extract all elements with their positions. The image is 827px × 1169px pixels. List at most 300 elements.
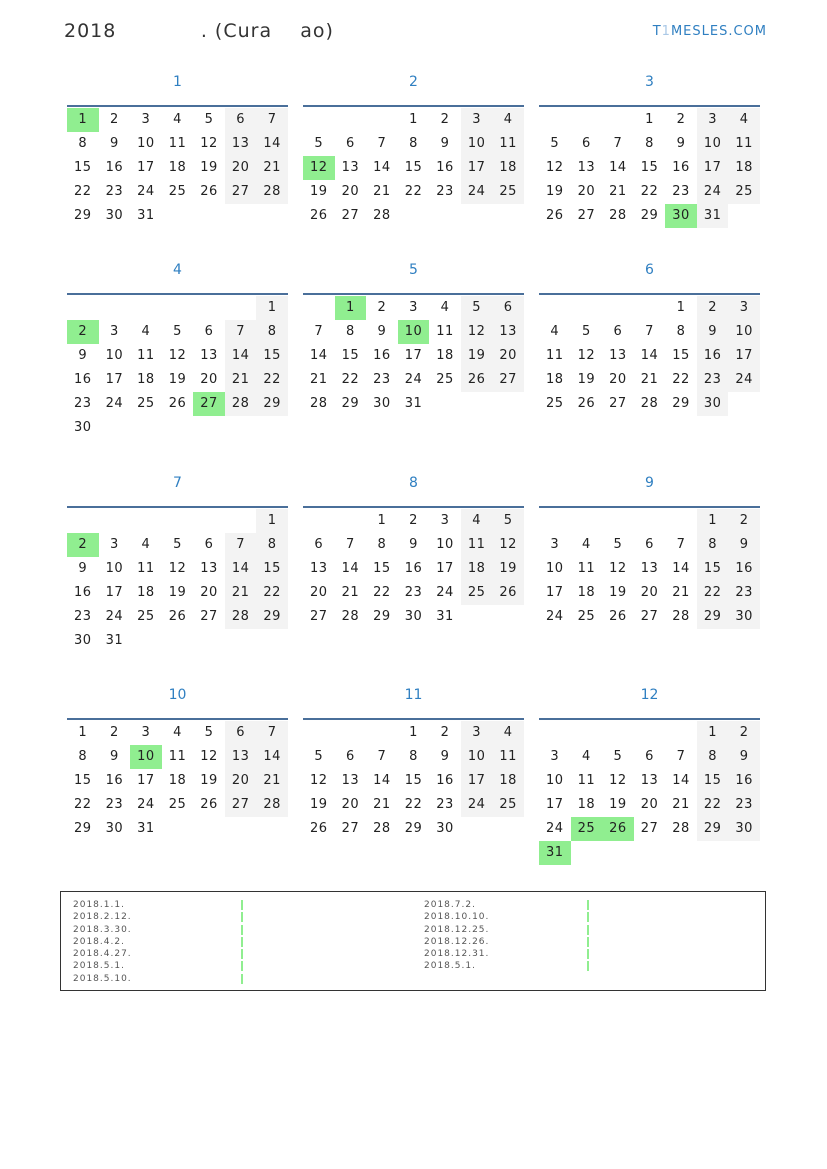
day-cell[interactable]: 10 [105,561,124,576]
day-cell[interactable]: 18 [168,773,187,788]
day-cell[interactable]: 4 [173,112,182,127]
day-cell[interactable]: 7 [225,533,257,557]
day-cell[interactable]: 22 [373,585,391,600]
day-cell[interactable]: 22 [640,184,659,199]
day-cell[interactable]: 2 [409,513,418,528]
day-cell[interactable]: 21 [341,585,360,600]
day-cell[interactable]: 21 [672,797,690,812]
day-cell[interactable]: 8 [676,324,686,339]
day-cell[interactable]: 18 [436,348,454,363]
day-cell[interactable]: 16 [436,160,454,175]
day-cell[interactable]: 16 [697,344,729,368]
day-cell[interactable]: 13 [609,348,627,363]
day-cell[interactable]: 24 [728,368,760,392]
day-cell[interactable]: 20 [492,344,524,368]
day-cell[interactable]: 4 [461,509,493,533]
day-cell[interactable]: 17 [436,561,454,576]
day-cell[interactable]: 6 [345,749,355,764]
day-cell[interactable]: 23 [436,184,454,199]
day-cell[interactable]: 3 [550,537,560,552]
day-cell[interactable]: 29 [74,208,92,223]
day-cell[interactable]: 19 [310,184,328,199]
day-cell[interactable]: 13 [225,745,257,769]
day-cell[interactable]: 27 [492,368,524,392]
day-cell[interactable]: 30 [373,396,391,411]
day-cell[interactable]: 29 [74,821,92,836]
day-cell[interactable]: 8 [345,324,355,339]
day-cell[interactable]: 5 [204,725,214,740]
day-cell[interactable]: 5 [314,136,324,151]
day-cell[interactable]: 5 [492,509,524,533]
day-cell[interactable]: 11 [137,561,155,576]
day-cell[interactable]: 28 [373,821,391,836]
day-cell[interactable]: 31 [105,633,124,648]
day-cell[interactable]: 23 [436,797,454,812]
holiday-day-cell[interactable]: 2 [67,320,99,344]
day-cell[interactable]: 23 [404,585,423,600]
day-cell[interactable]: 15 [341,348,360,363]
day-cell[interactable]: 30 [74,633,92,648]
day-cell[interactable]: 20 [200,585,218,600]
day-cell[interactable]: 24 [404,372,423,387]
day-cell[interactable]: 6 [492,296,524,320]
day-cell[interactable]: 23 [105,184,124,199]
day-cell[interactable]: 29 [341,396,360,411]
holiday-day-cell[interactable]: 1 [335,296,367,320]
day-cell[interactable]: 1 [409,112,418,127]
day-cell[interactable]: 3 [461,721,493,745]
day-cell[interactable]: 21 [640,372,659,387]
day-cell[interactable]: 21 [225,581,257,605]
day-cell[interactable]: 25 [728,180,760,204]
day-cell[interactable]: 19 [546,184,564,199]
day-cell[interactable]: 7 [345,537,355,552]
day-cell[interactable]: 8 [78,136,88,151]
day-cell[interactable]: 17 [461,156,493,180]
day-cell[interactable]: 19 [461,344,493,368]
day-cell[interactable]: 21 [373,184,391,199]
day-cell[interactable]: 2 [440,725,450,740]
day-cell[interactable]: 8 [697,533,729,557]
day-cell[interactable]: 17 [546,585,564,600]
day-cell[interactable]: 3 [697,108,729,132]
day-cell[interactable]: 1 [256,296,288,320]
day-cell[interactable]: 20 [609,372,627,387]
day-cell[interactable]: 18 [577,585,596,600]
day-cell[interactable]: 1 [377,513,387,528]
day-cell[interactable]: 12 [577,348,596,363]
day-cell[interactable]: 2 [109,112,119,127]
day-cell[interactable]: 19 [200,773,218,788]
day-cell[interactable]: 19 [168,372,187,387]
day-cell[interactable]: 2 [109,725,119,740]
day-cell[interactable]: 20 [341,184,360,199]
day-cell[interactable]: 8 [377,537,387,552]
day-cell[interactable]: 28 [672,821,690,836]
day-cell[interactable]: 24 [105,396,124,411]
day-cell[interactable]: 16 [728,769,760,793]
day-cell[interactable]: 13 [341,773,360,788]
day-cell[interactable]: 18 [137,372,155,387]
day-cell[interactable]: 24 [105,609,124,624]
day-cell[interactable]: 28 [373,208,391,223]
day-cell[interactable]: 12 [609,561,627,576]
day-cell[interactable]: 15 [404,773,423,788]
day-cell[interactable]: 15 [74,773,92,788]
day-cell[interactable]: 18 [546,372,564,387]
day-cell[interactable]: 17 [137,773,155,788]
day-cell[interactable]: 5 [581,324,591,339]
day-cell[interactable]: 5 [314,749,324,764]
day-cell[interactable]: 18 [137,585,155,600]
day-cell[interactable]: 26 [200,797,218,812]
day-cell[interactable]: 14 [341,561,360,576]
day-cell[interactable]: 17 [461,769,493,793]
day-cell[interactable]: 7 [377,136,387,151]
day-cell[interactable]: 18 [728,156,760,180]
day-cell[interactable]: 20 [200,372,218,387]
day-cell[interactable]: 9 [440,136,450,151]
day-cell[interactable]: 16 [105,773,124,788]
day-cell[interactable]: 27 [640,821,659,836]
day-cell[interactable]: 10 [461,132,493,156]
day-cell[interactable]: 22 [697,581,729,605]
day-cell[interactable]: 11 [436,324,454,339]
day-cell[interactable]: 6 [645,749,654,764]
day-cell[interactable]: 27 [341,208,360,223]
day-cell[interactable]: 30 [404,609,423,624]
day-cell[interactable]: 4 [728,108,760,132]
day-cell[interactable]: 26 [168,609,187,624]
day-cell[interactable]: 20 [341,797,360,812]
day-cell[interactable]: 26 [546,208,564,223]
day-cell[interactable]: 27 [225,180,257,204]
day-cell[interactable]: 7 [377,749,387,764]
day-cell[interactable]: 14 [256,745,288,769]
day-cell[interactable]: 21 [256,769,288,793]
holiday-day-cell[interactable]: 30 [665,204,697,228]
day-cell[interactable]: 14 [672,561,690,576]
day-cell[interactable]: 20 [225,156,257,180]
day-cell[interactable]: 6 [645,537,654,552]
day-cell[interactable]: 13 [640,561,659,576]
day-cell[interactable]: 1 [676,300,686,315]
day-cell[interactable]: 5 [613,537,623,552]
day-cell[interactable]: 30 [697,392,729,416]
day-cell[interactable]: 11 [492,132,524,156]
day-cell[interactable]: 31 [137,208,155,223]
day-cell[interactable]: 8 [256,320,288,344]
day-cell[interactable]: 11 [168,749,187,764]
day-cell[interactable]: 8 [256,533,288,557]
day-cell[interactable]: 8 [645,136,654,151]
day-cell[interactable]: 9 [409,537,418,552]
day-cell[interactable]: 26 [168,396,187,411]
day-cell[interactable]: 6 [581,136,591,151]
day-cell[interactable]: 9 [78,561,88,576]
day-cell[interactable]: 11 [492,745,524,769]
day-cell[interactable]: 28 [640,396,659,411]
day-cell[interactable]: 27 [200,609,218,624]
day-cell[interactable]: 14 [672,773,690,788]
day-cell[interactable]: 12 [461,320,493,344]
day-cell[interactable]: 27 [577,208,596,223]
day-cell[interactable]: 11 [461,533,493,557]
day-cell[interactable]: 22 [672,372,690,387]
day-cell[interactable]: 8 [78,749,88,764]
day-cell[interactable]: 27 [310,609,328,624]
day-cell[interactable]: 10 [728,320,760,344]
day-cell[interactable]: 13 [341,160,360,175]
day-cell[interactable]: 24 [697,180,729,204]
day-cell[interactable]: 26 [609,609,627,624]
day-cell[interactable]: 4 [440,300,450,315]
day-cell[interactable]: 15 [640,160,659,175]
day-cell[interactable]: 6 [314,537,324,552]
day-cell[interactable]: 15 [74,160,92,175]
day-cell[interactable]: 15 [697,769,729,793]
day-cell[interactable]: 26 [310,821,328,836]
day-cell[interactable]: 2 [440,112,450,127]
day-cell[interactable]: 7 [676,749,686,764]
day-cell[interactable]: 4 [581,749,591,764]
day-cell[interactable]: 22 [404,184,423,199]
day-cell[interactable]: 25 [137,396,155,411]
day-cell[interactable]: 10 [546,773,564,788]
day-cell[interactable]: 20 [640,585,659,600]
day-cell[interactable]: 25 [546,396,564,411]
day-cell[interactable]: 26 [577,396,596,411]
day-cell[interactable]: 26 [461,368,493,392]
day-cell[interactable]: 15 [672,348,690,363]
day-cell[interactable]: 30 [74,420,92,435]
day-cell[interactable]: 22 [341,372,360,387]
day-cell[interactable]: 20 [577,184,596,199]
day-cell[interactable]: 24 [461,180,493,204]
day-cell[interactable]: 22 [256,581,288,605]
day-cell[interactable]: 9 [676,136,686,151]
day-cell[interactable]: 25 [492,793,524,817]
day-cell[interactable]: 18 [492,156,524,180]
day-cell[interactable]: 9 [440,749,450,764]
day-cell[interactable]: 27 [640,609,659,624]
holiday-day-cell[interactable]: 26 [602,817,634,841]
day-cell[interactable]: 19 [200,160,218,175]
day-cell[interactable]: 23 [697,368,729,392]
day-cell[interactable]: 26 [492,581,524,605]
day-cell[interactable]: 11 [577,561,596,576]
day-cell[interactable]: 17 [546,797,564,812]
day-cell[interactable]: 17 [105,585,124,600]
day-cell[interactable]: 28 [609,208,627,223]
day-cell[interactable]: 16 [404,561,423,576]
day-cell[interactable]: 18 [168,160,187,175]
day-cell[interactable]: 20 [225,769,257,793]
day-cell[interactable]: 19 [609,797,627,812]
day-cell[interactable]: 21 [310,372,328,387]
day-cell[interactable]: 3 [109,324,119,339]
day-cell[interactable]: 7 [676,537,686,552]
day-cell[interactable]: 9 [377,324,387,339]
day-cell[interactable]: 4 [492,721,524,745]
day-cell[interactable]: 9 [109,136,119,151]
day-cell[interactable]: 4 [550,324,560,339]
day-cell[interactable]: 31 [137,821,155,836]
day-cell[interactable]: 29 [256,392,288,416]
day-cell[interactable]: 3 [728,296,760,320]
day-cell[interactable]: 3 [141,725,151,740]
day-cell[interactable]: 12 [546,160,564,175]
day-cell[interactable]: 11 [728,132,760,156]
day-cell[interactable]: 9 [78,348,88,363]
day-cell[interactable]: 29 [672,396,690,411]
day-cell[interactable]: 16 [74,585,92,600]
day-cell[interactable]: 13 [310,561,328,576]
day-cell[interactable]: 13 [492,320,524,344]
day-cell[interactable]: 10 [436,537,454,552]
day-cell[interactable]: 14 [310,348,328,363]
day-cell[interactable]: 31 [404,396,423,411]
day-cell[interactable]: 17 [137,160,155,175]
day-cell[interactable]: 5 [461,296,493,320]
day-cell[interactable]: 6 [225,721,257,745]
day-cell[interactable]: 28 [310,396,328,411]
day-cell[interactable]: 25 [577,609,596,624]
holiday-day-cell[interactable]: 2 [67,533,99,557]
day-cell[interactable]: 5 [173,324,182,339]
day-cell[interactable]: 24 [137,184,155,199]
day-cell[interactable]: 16 [436,773,454,788]
day-cell[interactable]: 3 [440,513,450,528]
day-cell[interactable]: 28 [672,609,690,624]
day-cell[interactable]: 31 [436,609,454,624]
day-cell[interactable]: 11 [577,773,596,788]
day-cell[interactable]: 4 [492,108,524,132]
day-cell[interactable]: 19 [310,797,328,812]
day-cell[interactable]: 28 [225,392,257,416]
day-cell[interactable]: 20 [640,797,659,812]
day-cell[interactable]: 27 [225,793,257,817]
day-cell[interactable]: 24 [461,793,493,817]
day-cell[interactable]: 23 [74,396,92,411]
day-cell[interactable]: 29 [697,605,729,629]
day-cell[interactable]: 21 [609,184,627,199]
day-cell[interactable]: 14 [373,160,391,175]
day-cell[interactable]: 22 [74,797,92,812]
holiday-day-cell[interactable]: 10 [130,745,162,769]
day-cell[interactable]: 14 [373,773,391,788]
day-cell[interactable]: 17 [105,372,124,387]
day-cell[interactable]: 23 [74,609,92,624]
day-cell[interactable]: 17 [728,344,760,368]
day-cell[interactable]: 14 [225,344,257,368]
day-cell[interactable]: 26 [200,184,218,199]
day-cell[interactable]: 30 [105,821,124,836]
day-cell[interactable]: 27 [609,396,627,411]
day-cell[interactable]: 4 [581,537,591,552]
day-cell[interactable]: 7 [645,324,654,339]
day-cell[interactable]: 16 [672,160,690,175]
day-cell[interactable]: 11 [546,348,564,363]
holiday-day-cell[interactable]: 10 [398,320,430,344]
day-cell[interactable]: 9 [109,749,119,764]
day-cell[interactable]: 28 [225,605,257,629]
day-cell[interactable]: 1 [697,721,729,745]
day-cell[interactable]: 24 [137,797,155,812]
day-cell[interactable]: 1 [697,509,729,533]
day-cell[interactable]: 9 [697,320,729,344]
day-cell[interactable]: 5 [173,537,182,552]
day-cell[interactable]: 12 [310,773,328,788]
holiday-day-cell[interactable]: 31 [539,841,571,865]
day-cell[interactable]: 16 [373,348,391,363]
day-cell[interactable]: 7 [613,136,623,151]
day-cell[interactable]: 6 [345,136,355,151]
holiday-day-cell[interactable]: 25 [571,817,603,841]
day-cell[interactable]: 15 [373,561,391,576]
day-cell[interactable]: 31 [697,204,729,228]
day-cell[interactable]: 6 [204,324,214,339]
day-cell[interactable]: 2 [728,721,760,745]
day-cell[interactable]: 5 [613,749,623,764]
day-cell[interactable]: 2 [377,300,387,315]
day-cell[interactable]: 12 [200,136,218,151]
holiday-day-cell[interactable]: 27 [193,392,225,416]
day-cell[interactable]: 25 [168,184,187,199]
day-cell[interactable]: 3 [550,749,560,764]
day-cell[interactable]: 10 [461,745,493,769]
day-cell[interactable]: 7 [256,108,288,132]
day-cell[interactable]: 1 [78,725,88,740]
day-cell[interactable]: 27 [341,821,360,836]
day-cell[interactable]: 17 [697,156,729,180]
day-cell[interactable]: 29 [640,208,659,223]
day-cell[interactable]: 23 [728,581,760,605]
holiday-day-cell[interactable]: 12 [303,156,335,180]
day-cell[interactable]: 15 [256,557,288,581]
day-cell[interactable]: 12 [168,561,187,576]
day-cell[interactable]: 21 [225,368,257,392]
day-cell[interactable]: 12 [609,773,627,788]
day-cell[interactable]: 14 [640,348,659,363]
day-cell[interactable]: 25 [137,609,155,624]
day-cell[interactable]: 2 [697,296,729,320]
day-cell[interactable]: 9 [728,533,760,557]
day-cell[interactable]: 7 [314,324,324,339]
day-cell[interactable]: 14 [225,557,257,581]
day-cell[interactable]: 8 [409,136,418,151]
day-cell[interactable]: 6 [204,537,214,552]
day-cell[interactable]: 28 [256,180,288,204]
day-cell[interactable]: 12 [200,749,218,764]
day-cell[interactable]: 21 [373,797,391,812]
day-cell[interactable]: 1 [645,112,654,127]
day-cell[interactable]: 4 [141,324,151,339]
day-cell[interactable]: 29 [256,605,288,629]
day-cell[interactable]: 23 [672,184,690,199]
day-cell[interactable]: 7 [256,721,288,745]
day-cell[interactable]: 29 [404,821,423,836]
day-cell[interactable]: 25 [168,797,187,812]
day-cell[interactable]: 13 [577,160,596,175]
day-cell[interactable]: 1 [409,725,418,740]
day-cell[interactable]: 1 [256,509,288,533]
day-cell[interactable]: 2 [728,509,760,533]
day-cell[interactable]: 29 [697,817,729,841]
day-cell[interactable]: 24 [546,821,564,836]
day-cell[interactable]: 11 [168,136,187,151]
day-cell[interactable]: 23 [105,797,124,812]
